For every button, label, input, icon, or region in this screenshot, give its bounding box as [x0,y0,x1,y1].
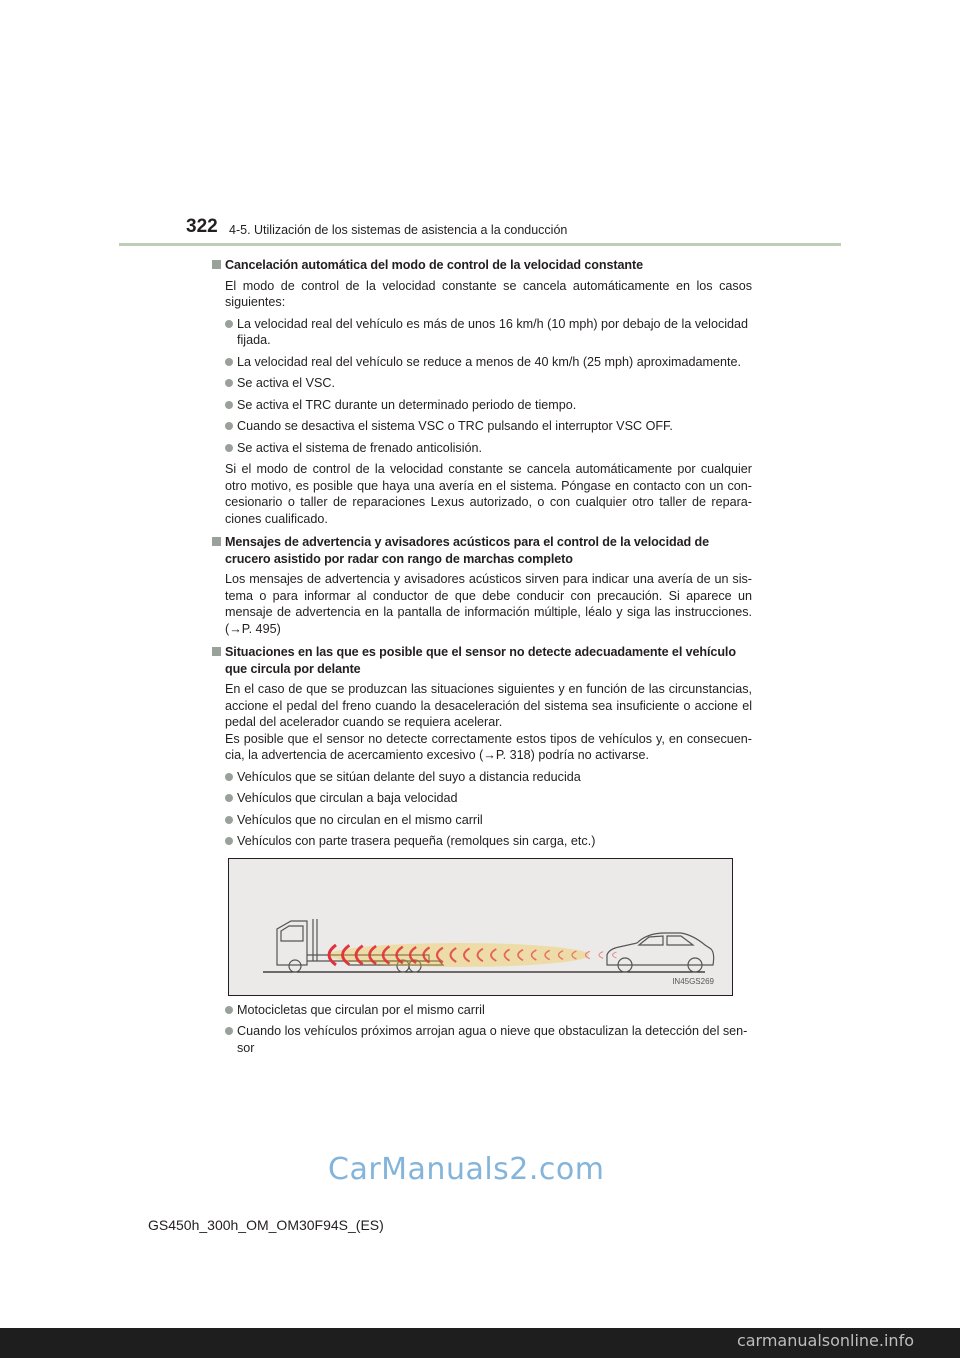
dot-bullet-icon [225,1027,233,1035]
list-item: Vehículos que se sitúan delante del suyo a distancia reducida [212,769,752,786]
list-item: Se activa el TRC durante un determinado periodo de tiempo. [212,397,752,414]
dot-bullet-icon [225,320,233,328]
figure-code: IN45GS269 [672,977,714,986]
paragraph: Es posible que el sensor no detecte correctamente estos tipos de vehículos y, en consecuen-cia, la advertencia de acercamiento excesivo (→P. 318) podría no activarse. [225,731,752,762]
heading-text: Situaciones en las que es posible que el sensor no detecte adecuadamente el vehículo que circula por delante [225,645,736,676]
bottom-watermark-strip [0,1328,960,1358]
dot-bullet-icon [225,422,233,430]
radar-glow [329,943,589,967]
section-title: 4-5. Utilización de los sistemas de asistencia a la conducción [229,223,568,237]
heading-warning-messages [212,534,752,567]
page-number: 322 [186,216,218,237]
watermark-logo: CarManuals2.com [328,1152,605,1187]
square-bullet-icon [212,647,221,656]
dot-bullet-icon [225,358,233,366]
dot-bullet-icon [225,773,233,781]
paragraph: El modo de control de la velocidad constante se cancela automáticamente en los casos siguientes: [225,278,752,309]
heading-text: Cancelación automática del modo de control de la velocidad constante [225,258,643,272]
dot-bullet-icon [225,444,233,452]
radar-waves [329,943,617,967]
square-bullet-icon [212,537,221,546]
radar-arc [613,952,617,958]
dot-bullet-icon [225,379,233,387]
manual-code: GS450h_300h_OM_OM30F94S_(ES) [148,1217,384,1233]
dot-bullet-icon [225,837,233,845]
list-item: La velocidad real del vehículo se reduce a menos de 40 km/h (25 mph) aproximadamente. [212,354,752,371]
paragraph: Los mensajes de advertencia y avisadores acústicos sirven para indicar una avería de un sis-tema o para informar al conductor de que debe conducir con precaución. Si aparece un mensaje de advertencia en la pantalla de información múltiple, léalo y siga las instrucciones. (→P. 495) [225,572,752,636]
paragraph: Si el modo de control de la velocidad constante se cancela automáticamente por cualquier otro motivo, es posible que haya una avería en el sistema. Póngase en contacto con un con-cesionario o taller de reparaciones Lexus autorizado, o con cualquier otro taller de repara-ciones cualificado. [225,462,752,526]
square-bullet-icon [212,260,221,269]
list-item: Vehículos con parte trasera pequeña (remolques sin carga, etc.) [212,833,752,850]
heading-cancel-auto [212,257,752,274]
heading-text: Mensajes de advertencia y avisadores acústicos para el control de la velocidad de crucero asistido por radar con rango de marchas completo [225,535,709,566]
page-header [0,0,960,250]
list-item: Se activa el VSC. [212,375,752,392]
paragraph: En el caso de que se produzcan las situaciones siguientes y en función de las circunstancias, accione el pedal del freno cuando la desaceleración del sistema sea insuficiente o accione el pedal del acelerador cuando se requiera acelerar. [225,682,752,729]
list-item: Cuando los vehículos próximos arrojan agua o nieve que obstaculizan la detección del sen-sor [212,1023,752,1056]
dot-bullet-icon [225,401,233,409]
dot-bullet-icon [225,816,233,824]
dot-bullet-icon [225,1006,233,1014]
list-item: Se activa el sistema de frenado anticolisión. [212,440,752,457]
bottom-watermark-text: carmanualsonline.info [736,1331,914,1350]
radar-arc [599,951,603,958]
heading-sensor-detection [212,644,752,677]
list-item: Vehículos que circulan a baja velocidad [212,790,752,807]
truck-and-car-radar-figure [229,859,732,995]
list-item: Cuando se desactiva el sistema VSC o TRC pulsando el interruptor VSC OFF. [212,418,752,435]
header-rule [119,243,841,246]
list-item: Motocicletas que circulan por el mismo carril [212,1002,752,1019]
list-item: La velocidad real del vehículo es más de unos 16 km/h (10 mph) por debajo de la velocidad fijada. [212,316,752,349]
dot-bullet-icon [225,794,233,802]
radar-illustration [228,858,733,996]
page-content [212,257,752,1061]
car-icon [607,933,714,972]
list-item: Vehículos que no circulan en el mismo carril [212,812,752,829]
